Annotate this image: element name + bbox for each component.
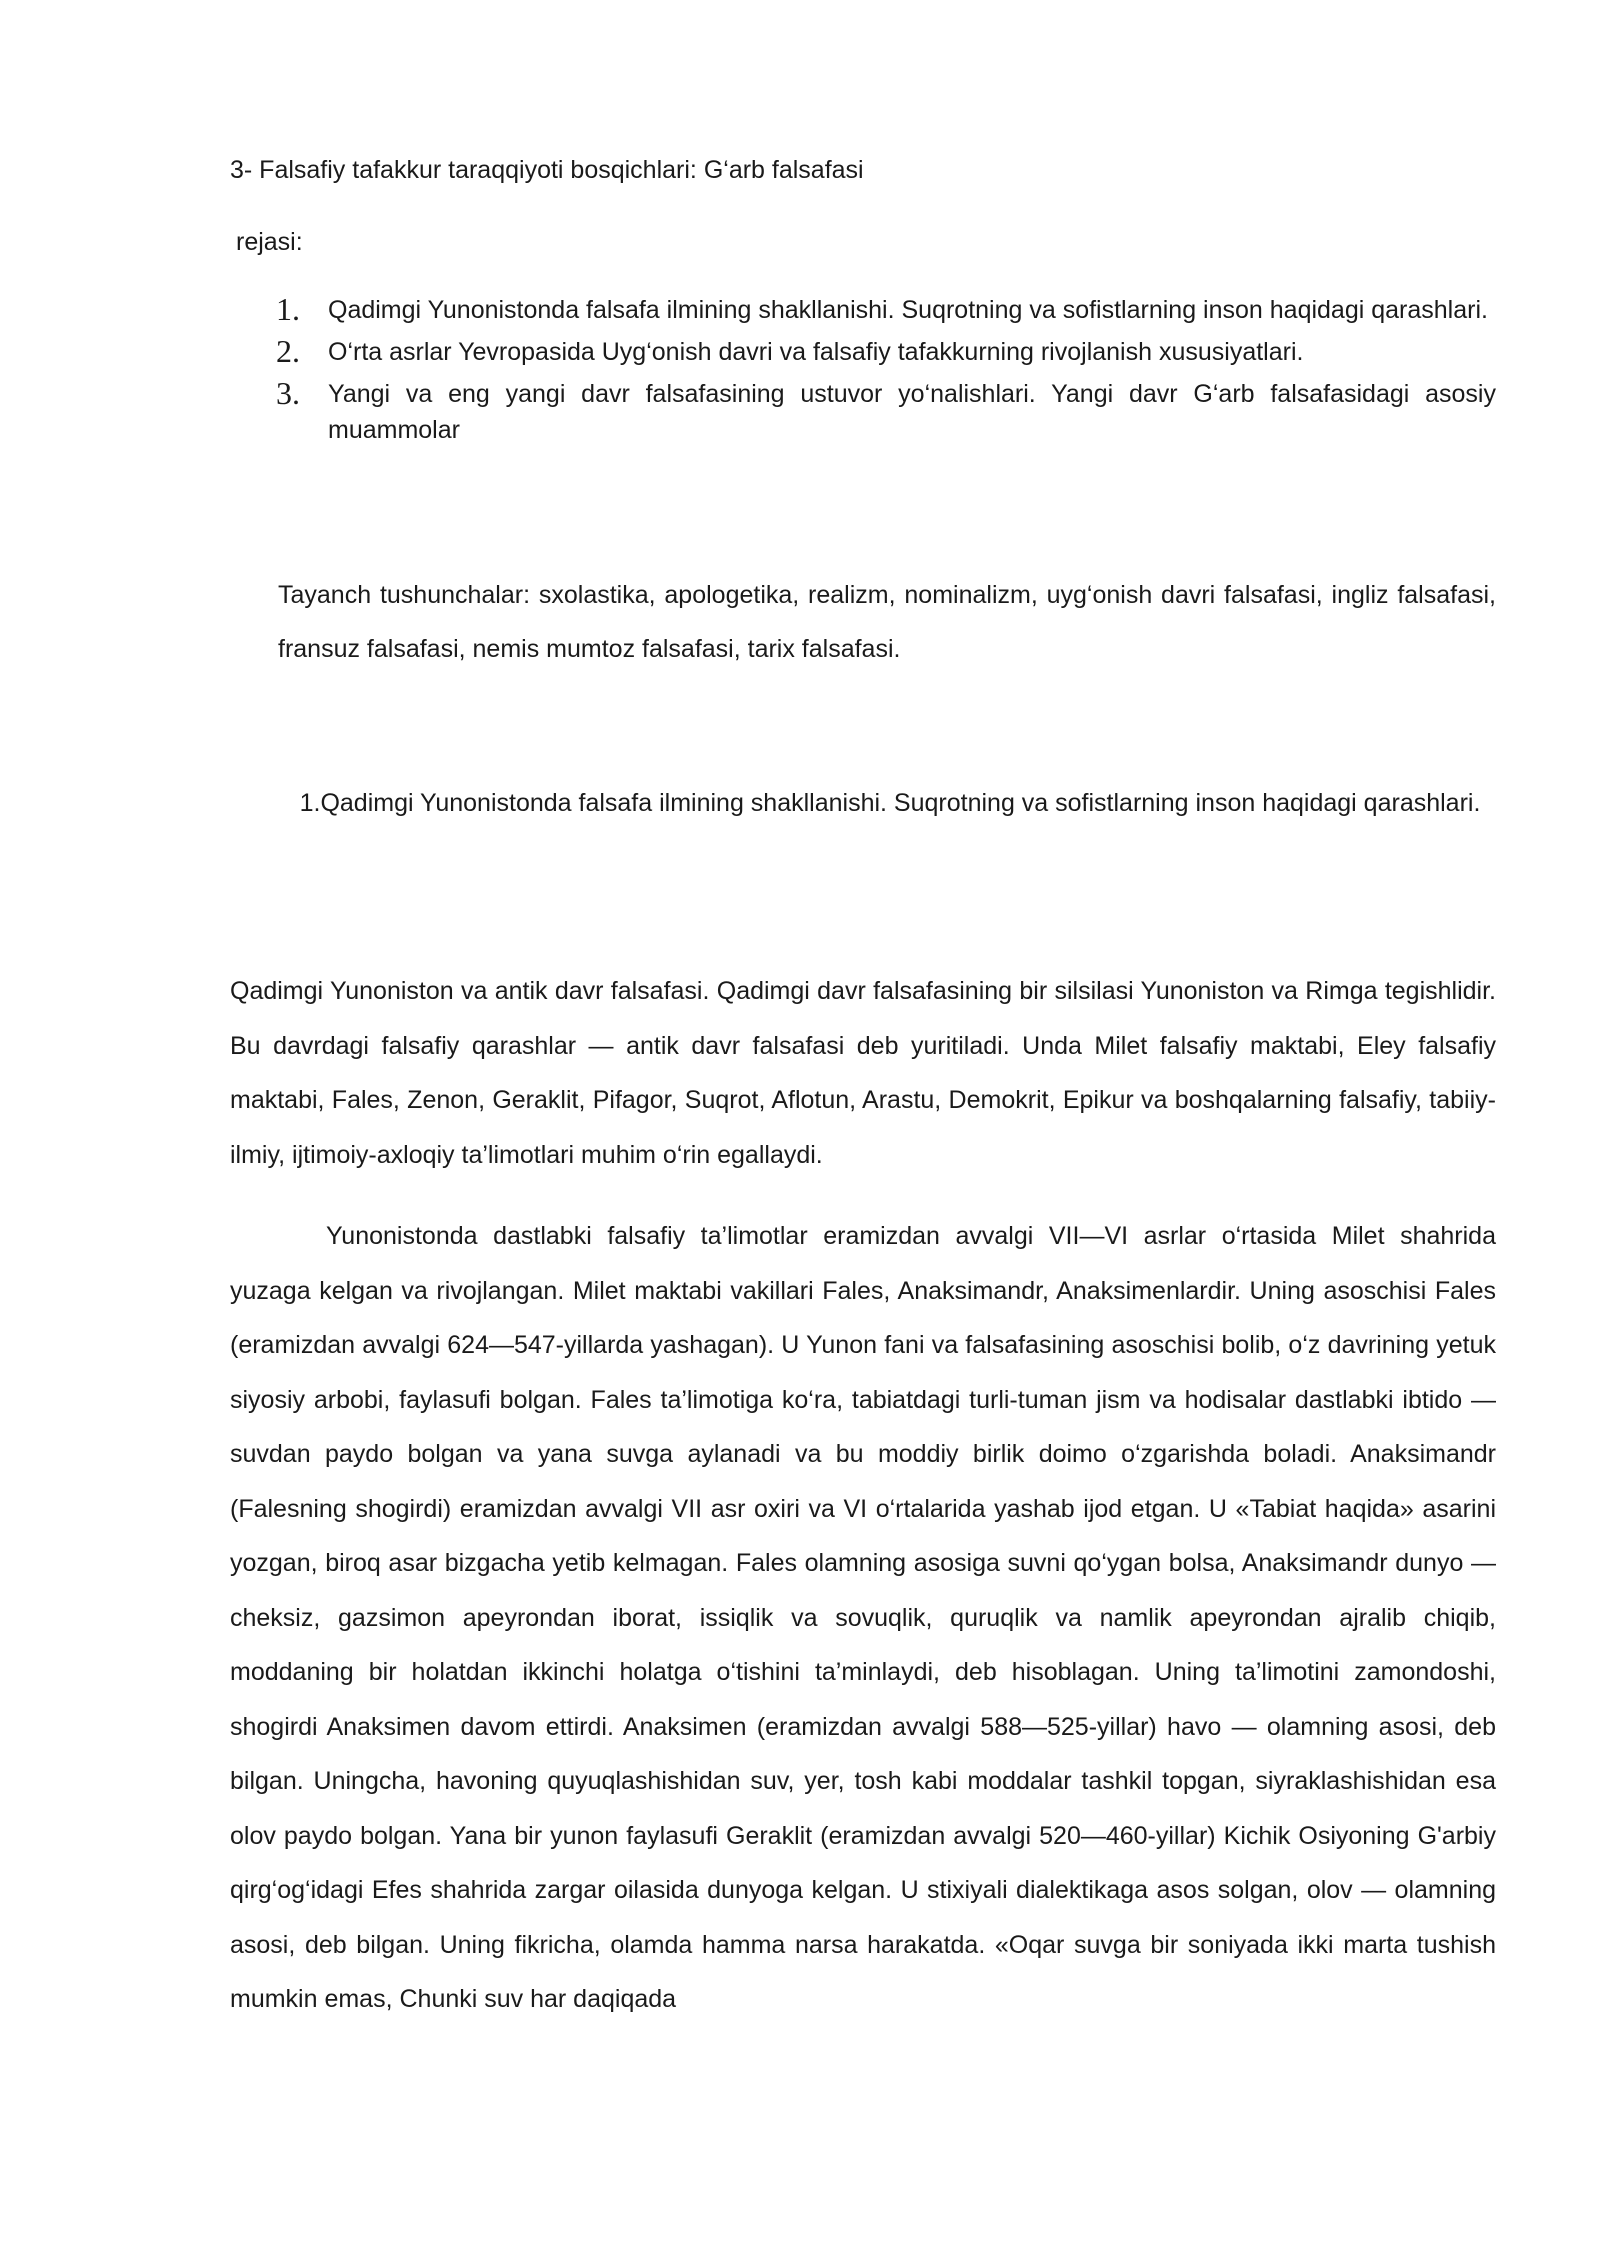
plan-item-text: Yangi va eng yangi davr falsafasining ustuvor yo‘nalishlari. Yangi davr G‘arb falsafasidagi asosiy muammolar: [328, 380, 1496, 444]
plan-item-number: 3.: [276, 375, 300, 411]
body-paragraph: Yunonistonda dastlabki falsafiy ta’limotlar eramizdan avvalgi VII—VI asrlar o‘rtasida Milet shahrida yuzaga kelgan va rivojlangan. Milet maktabi vakillari Fales, Anaksimandr, Anaksimenlardir. Uning asoschisi Fales (eramizdan avvalgi 624—547-yillarda yashagan). U Yunon fani va falsafasining asoschisi bolib, o‘z davrining yetuk siyosiy arbobi, faylasufi bolgan. Fales ta’limotiga ko‘ra, tabiatdagi turli-tuman jism va hodisalar dastlabki ibtido — suvdan paydo bolgan va yana suvga aylanadi va bu moddiy birlik doimo o‘zgarishda boladi. Anaksimandr (Falesning shogirdi) eramizdan avvalgi VII asr oxiri va VI o‘rtalarida yashab ijod etgan. U «Tabiat haqida» asarini yozgan, biroq asar bizgacha yetib kelmagan. Fales olamning asosiga suvni qo‘ygan bolsa, Anaksimandr dunyo — cheksiz, gazsimon apeyrondan iborat, issiqlik va sovuqlik, quruqlik va namlik apeyrondan ajralib chiqib, moddaning bir holatdan ikkinchi holatga o‘tishini ta’minlaydi, deb hisoblagan. Uning ta’limotini zamondoshi, shogirdi Anaksimen davom ettirdi. Anaksimen (eramizdan avvalgi 588—525-yillar) havo — olamning asosi, deb bilgan. Uningcha, havoning quyuqlashishidan suv, yer, tosh kabi moddalar tashkil topgan, siyraklashishidan esa olov paydo bolgan. Yana bir yunon faylasufi Geraklit (eramizdan avvalgi 520—460-yillar) Kichik Osiyoning G'arbiy qirg‘og‘idagi Efes shahrida zargar oilasida dunyoga kelgan. U stixiyali dialektikaga asos solgan, olov — olamning asosi, deb bilgan. Uning fikricha, olamda hamma narsa harakatda. «Oqar suvga bir soniyada ikki marta tushish mumkin emas, Chunki suv har daqiqada: [230, 1222, 1496, 2013]
plan-item-text: Qadimgi Yunonistonda falsafa ilmining shakllanishi. Suqrotning va sofistlarning inson haqidagi qarashlari.: [328, 296, 1488, 324]
plan-item: [276, 376, 1496, 448]
body-paragraph: Qadimgi Yunoniston va antik davr falsafasi. Qadimgi davr falsafasining bir silsilasi Yunoniston va Rimga tegishlidir. Bu davrdagi falsafiy qarashlar — antik davr falsafasi deb yuritiladi. Unda Milet falsafiy maktabi, Eley falsafiy maktabi, Fales, Zenon, Geraklit, Pifagor, Suqrot, Aflotun, Arastu, Demokrit, Epikur va boshqalarning falsafiy, tabiiy-ilmiy, ijtimoiy-axloqiy ta’limotlari muhim o‘rin egallaydi.: [230, 977, 1496, 1169]
key-terms-paragraph: Tayanch tushunchalar: sxolastika, apologetika, realizm, nominalizm, uyg‘onish davri falsafasi, ingliz falsafasi, fransuz falsafasi, nemis mumtoz falsafasi, tarix falsafasi.: [278, 581, 1496, 663]
plan-item-text: O‘rta asrlar Yevropasida Uyg‘onish davri va falsafiy tafakkurning rivojlanish xususiyatlari.: [328, 338, 1304, 366]
section-heading: 1.Qadimgi Yunonistonda falsafa ilmining shakllanishi. Suqrotning va sofistlarning inson haqidagi qarashlari.: [299, 789, 1481, 817]
plan-list: [276, 292, 1496, 448]
plan-label: rejasi:: [236, 228, 303, 256]
plan-item-number: 2.: [276, 333, 300, 369]
plan-item: [276, 292, 1496, 328]
document-title: 3- Falsafiy tafakkur taraqqiyoti bosqichlari: G‘arb falsafasi: [230, 156, 864, 184]
plan-item-number: 1.: [276, 291, 300, 327]
plan-item: [276, 334, 1496, 370]
